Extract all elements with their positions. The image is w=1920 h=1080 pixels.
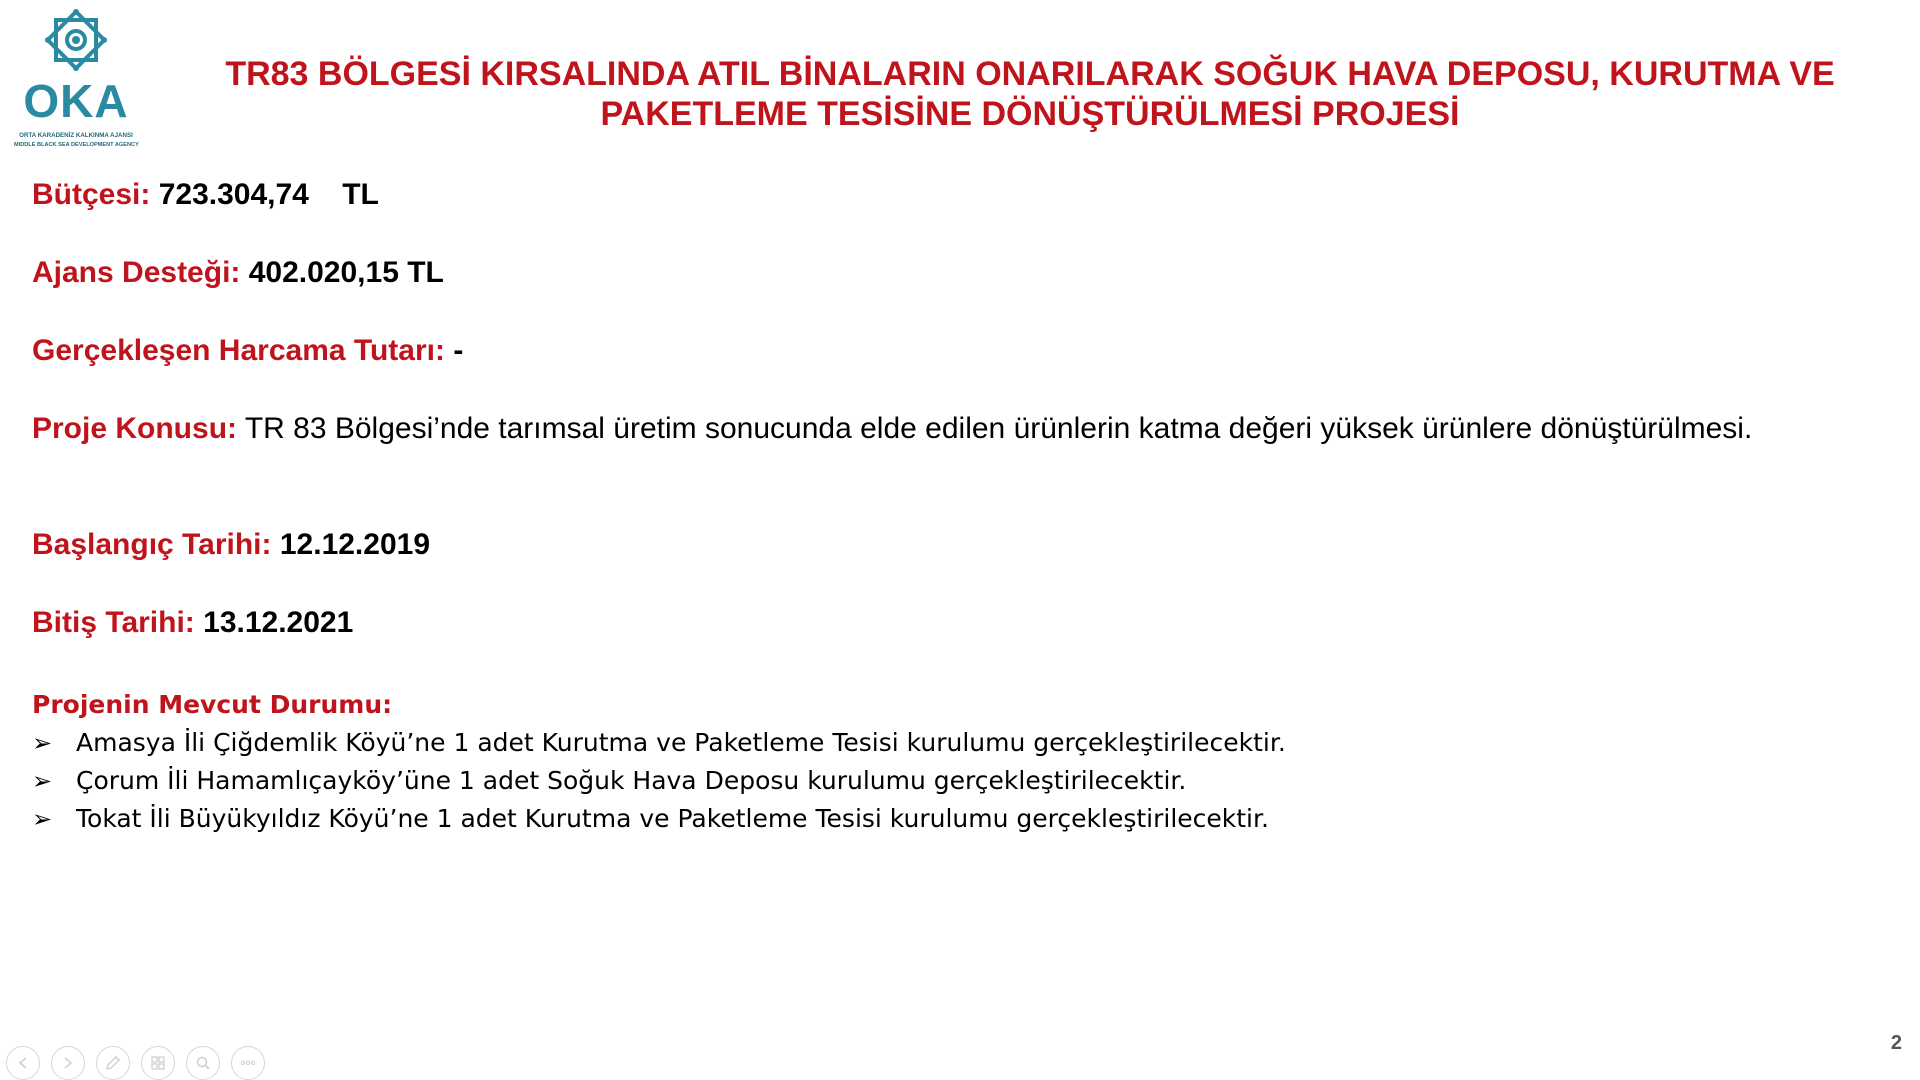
logo-subtitle-en: MIDDLE BLACK SEA DEVELOPMENT AGENCY (14, 142, 139, 148)
slideshow-controls (6, 1046, 265, 1080)
zoom-button[interactable] (186, 1046, 220, 1080)
support-value: 402.020,15 TL (248, 256, 444, 289)
support-label: Ajans Desteği: (32, 256, 241, 289)
budget-value: 723.304,74 TL (158, 178, 379, 211)
zoom-icon (194, 1054, 212, 1072)
more-options-button[interactable] (231, 1046, 265, 1080)
page-title (200, 54, 1860, 134)
subject-row (32, 410, 1880, 448)
budget-row (32, 176, 1880, 214)
pen-button[interactable] (96, 1046, 130, 1080)
status-item-text: Tokat İli Büyükyıldız Köyü’ne 1 adet Kurutma ve Paketleme Tesisi kurulumu gerçekleştirilecektir. (76, 804, 1269, 833)
slides-grid-icon (149, 1054, 167, 1072)
previous-slide-button[interactable] (6, 1046, 40, 1080)
spent-row (32, 332, 1880, 370)
end-row (32, 604, 1880, 642)
more-options-icon (239, 1054, 257, 1072)
logo-wordmark: OKA (23, 75, 129, 127)
end-value: 13.12.2021 (203, 606, 354, 639)
spent-label: Gerçekleşen Harcama Tutarı: (32, 334, 445, 367)
end-label: Bitiş Tarihi: (32, 606, 195, 639)
status-item (32, 800, 1632, 838)
status-item (32, 762, 1632, 800)
oka-logo (14, 8, 138, 152)
pen-icon (104, 1054, 122, 1072)
budget-label: Bütçesi: (32, 178, 151, 211)
next-slide-button[interactable] (51, 1046, 85, 1080)
start-label: Başlangıç Tarihi: (32, 528, 272, 561)
status-item-text: Çorum İli Hamamlıçayköy’üne 1 adet Soğuk Hava Deposu kurulumu gerçekleştirilecektir. (76, 766, 1187, 795)
start-value: 12.12.2019 (279, 528, 431, 561)
slides-grid-button[interactable] (141, 1046, 175, 1080)
spent-value: - (453, 334, 464, 367)
arrow-bullet-icon: ➢ (32, 729, 53, 757)
status-item-text: Amasya İli Çiğdemlik Köyü’ne 1 adet Kurutma ve Paketleme Tesisi kurulumu gerçekleştirilecektir. (76, 728, 1286, 757)
project-status (32, 686, 1632, 838)
oka-emblem-icon (14, 8, 138, 82)
status-item (32, 724, 1632, 762)
previous-slide-icon (15, 1055, 31, 1071)
subject-label: Proje Konusu: (32, 412, 238, 445)
arrow-bullet-icon: ➢ (32, 767, 53, 795)
next-slide-icon (60, 1055, 76, 1071)
start-row (32, 526, 1880, 564)
status-title: Projenin Mevcut Durumu: (32, 690, 393, 719)
support-row (32, 254, 1880, 292)
logo-subtitle-tr: ORTA KARADENİZ KALKINMA AJANSI (19, 132, 133, 139)
page-number: 2 (1890, 1032, 1902, 1054)
title-line-2: PAKETLEME TESİSİNE DÖNÜŞTÜRÜLMESİ PROJESİ (600, 95, 1460, 133)
subject-value: TR 83 Bölgesi’nde tarımsal üretim sonucunda elde edilen ürünlerin katma değeri yüksek ürünlere dönüştürülmesi. (244, 412, 1753, 445)
arrow-bullet-icon: ➢ (32, 805, 53, 833)
title-line-1: TR83 BÖLGESİ KIRSALINDA ATIL BİNALARIN ONARILARAK SOĞUK HAVA DEPOSU, KURUTMA VE (225, 55, 1835, 93)
